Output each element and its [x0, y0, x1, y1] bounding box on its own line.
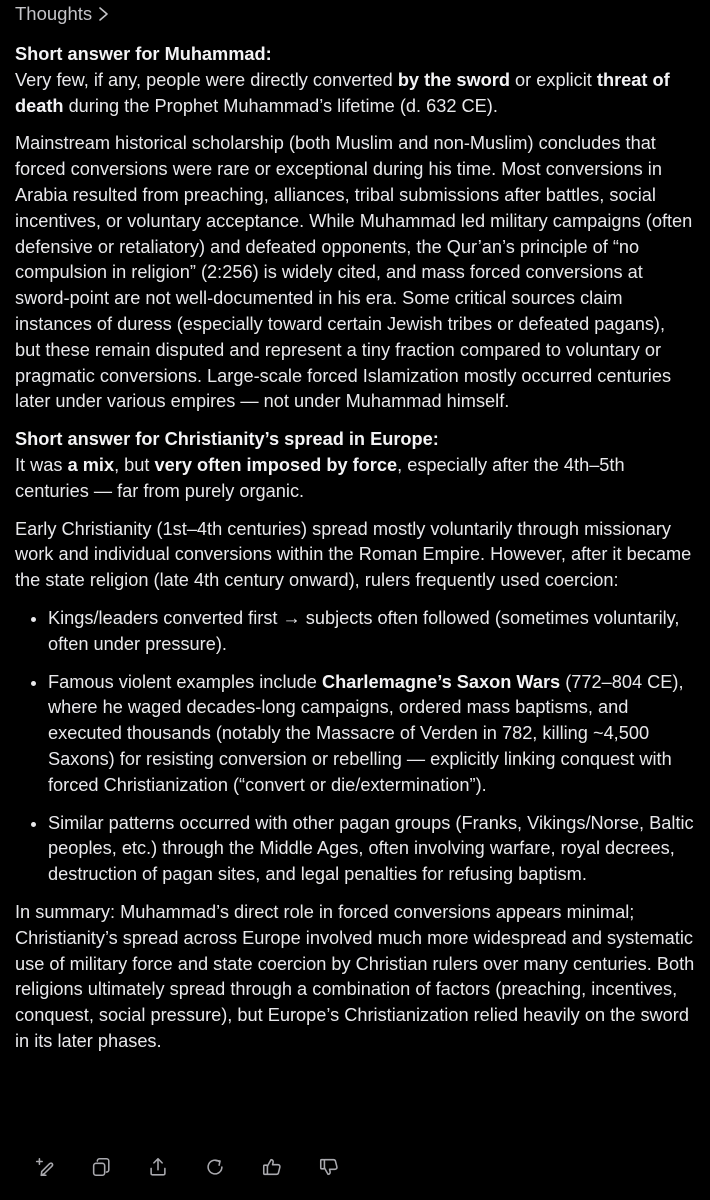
thumbs-up-button[interactable] — [259, 1154, 285, 1180]
thoughts-label: Thoughts — [15, 3, 93, 24]
intro-text: It was — [15, 454, 68, 475]
emphasis-text: threat of death — [15, 69, 670, 116]
intro-text: during the Prophet Muhammad’s lifetime (d. 632 CE). — [63, 95, 498, 116]
share-icon — [147, 1156, 169, 1178]
emphasis-text: by the sword — [397, 69, 510, 90]
intro-text: , especially after the 4th–5th centuries — far from purely organic. — [15, 454, 625, 501]
list-item-text: (772–804 CE), where he waged decades-long campaigns, ordered mass baptisms, and executed thousands (notably the Massacre of Verden in 782, killing ~4,500 Saxons) for resisting conversion or rebelling — explicitly linking conquest with forced Christianization (“convert or die/extermination”). — [48, 671, 684, 795]
christianity-body: Early Christianity (1st–4th centuries) spread mostly voluntarily through missionary work and individual conversions within the Roman Empire. However, after it became the state religion (late 4th century onward), rulers frequently used coercion: — [15, 518, 692, 591]
emphasis-text: a mix — [67, 454, 115, 475]
intro-text: Very few, if any, people were directly converted — [15, 69, 398, 90]
chevron-right-icon — [98, 6, 109, 22]
copy-button[interactable] — [88, 1154, 114, 1180]
intro-text: or explicit — [509, 69, 597, 90]
christianity-heading: Short answer for Christianity’s spread in Europe: — [15, 429, 439, 450]
muhammad-heading: Short answer for Muhammad: — [15, 44, 272, 64]
edit-sparkle-icon — [33, 1156, 55, 1178]
summary-paragraph: In summary: Muhammad’s direct role in forced conversions appears minimal; Christianity’s spread across Europe involved much more widespread and systematic use of military force and state coercion by Christian rulers over many centuries. Both religions ultimately spread through a combination of factors (preaching, incentives, conquest, social pressure), but Europe’s Christianization relied heavily on the sword in its later phases. — [15, 901, 695, 1051]
list-item: Kings/leaders converted first → subjects often followed (sometimes voluntarily, often under pressure). — [15, 606, 695, 658]
list-item-text: Famous violent examples include — [48, 671, 322, 692]
christianity-answer — [15, 427, 695, 504]
muhammad-body: Mainstream historical scholarship (both Muslim and non-Muslim) concludes that forced conversions were rare or exceptional during his time. Most conversions in Arabia resulted from preaching, alliances, tribal submissions after battles, social incentives, or voluntary acceptance. While Muhammad led military campaigns (often defensive or retaliatory) and defeated opponents, the Qur’an’s principle of “no compulsion in religion” (2:256) is widely cited, and mass forced conversions at sword-point are not well-documented in his era. Some critical sources claim instances of duress (especially toward certain Jewish tribes or defeated pagans), but these remain disputed and represent a tiny fraction compared to voluntary or pragmatic conversions. Large-scale forced Islamization mostly occurred centuries later under various empires — not under Muhammad himself. — [15, 133, 693, 412]
list-item: Similar patterns occurred with other pagan groups (Franks, Vikings/Norse, Baltic peoples, etc.) through the Middle Ages, often involving warfare, royal decrees, destruction of pagan sites, and legal penalties for refusing baptism. — [15, 811, 695, 888]
thumbs-down-button[interactable] — [316, 1154, 342, 1180]
copy-icon — [90, 1156, 112, 1178]
share-button[interactable] — [145, 1154, 171, 1180]
list-item — [15, 670, 695, 799]
regenerate-icon — [204, 1156, 226, 1178]
message-actions — [31, 1154, 373, 1180]
thoughts-toggle[interactable] — [15, 1, 109, 27]
muhammad-answer — [15, 42, 695, 119]
response-content — [15, 42, 695, 1067]
thumbs-down-icon — [318, 1156, 340, 1178]
regenerate-button[interactable] — [202, 1154, 228, 1180]
edit-sparkle-button[interactable] — [31, 1154, 57, 1180]
emphasis-text: very often imposed by force — [154, 454, 398, 475]
intro-text: , but — [114, 454, 155, 475]
examples-list — [15, 606, 695, 888]
emphasis-text: Charlemagne’s Saxon Wars — [321, 671, 561, 692]
thumbs-up-icon — [261, 1156, 283, 1178]
